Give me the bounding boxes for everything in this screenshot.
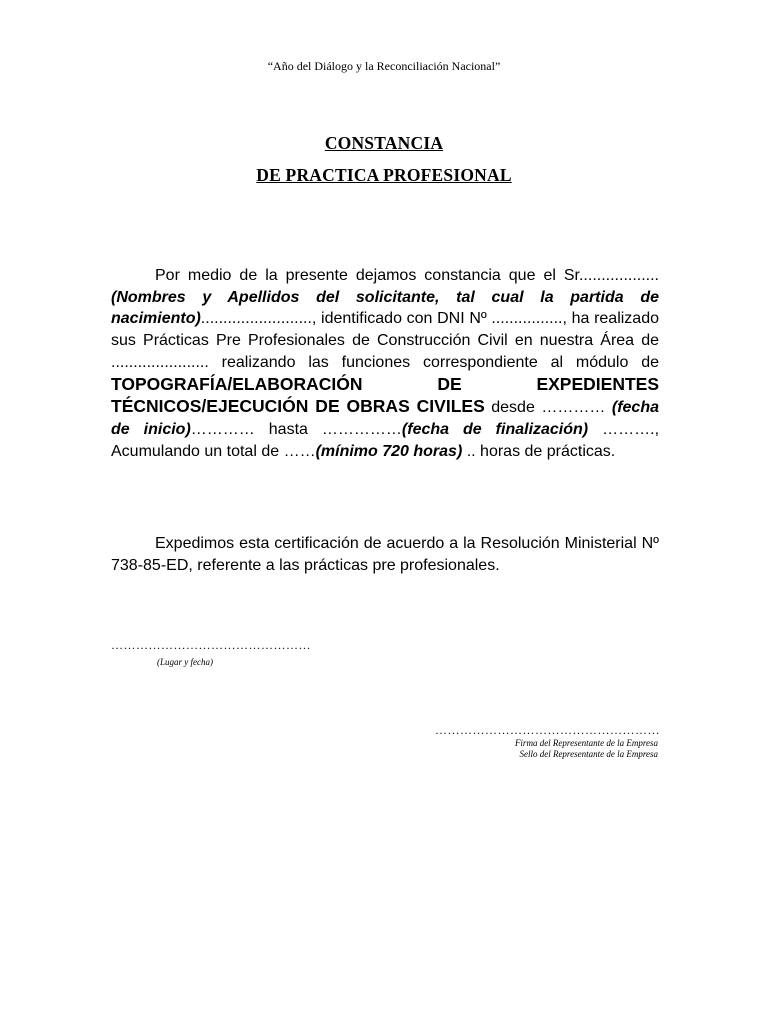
certification-text: Expedimos esta certificación de acuerdo a la Resolución Ministerial Nº 738-85-ED, referente a las prácticas pre profesionales. bbox=[111, 535, 659, 574]
place-date-label: (Lugar y fecha) bbox=[157, 657, 213, 667]
placeholder-end-date: (fecha de finalización) bbox=[401, 420, 589, 438]
signature-label: Firma del Representante de la Empresa bbox=[514, 738, 658, 748]
body-text-intro: Por medio de la presente dejamos constancia que el Sr.................. bbox=[155, 267, 659, 284]
body-text-hours: .. horas de prácticas. bbox=[462, 442, 616, 460]
body-text-dni: ........................., identificado con DNI Nº ................, ha realizado sus Prácticas Pre Profesionales de Construcción Civil en nuestra Área de ...................... realizando las funciones correspondiente al módulo de bbox=[111, 310, 659, 371]
certificate-body-paragraph bbox=[111, 265, 659, 462]
document-title: CONSTANCIA bbox=[324, 133, 444, 153]
body-text-until: ………… hasta …………… bbox=[190, 420, 402, 438]
seal-label: Sello del Representante de la Empresa bbox=[519, 749, 658, 759]
signature-line: ……………………………………………… bbox=[435, 723, 660, 737]
motto-header: “Año del Diálogo y la Reconciliación Nacional” bbox=[267, 59, 501, 73]
placeholder-start-date: (fecha de inicio) bbox=[111, 399, 659, 438]
place-date-line: ………………………………………… bbox=[111, 638, 311, 652]
placeholder-full-name: (Nombres y Apellidos del solicitante, tal cual la partida de nacimiento) bbox=[111, 288, 659, 328]
body-text-from: desde ………… bbox=[484, 399, 606, 417]
module-name: TOPOGRAFÍA/ELABORACIÓN DE EXPEDIENTES TÉCNICOS/EJECUCIÓN DE OBRAS CIVILES bbox=[111, 373, 659, 417]
body-text-total: ………., Acumulando un total de …… bbox=[111, 420, 660, 460]
document-subtitle: DE PRACTICA PROFESIONAL bbox=[256, 165, 512, 185]
certification-paragraph bbox=[111, 533, 659, 576]
placeholder-min-hours: (mínimo 720 horas) bbox=[315, 442, 463, 460]
